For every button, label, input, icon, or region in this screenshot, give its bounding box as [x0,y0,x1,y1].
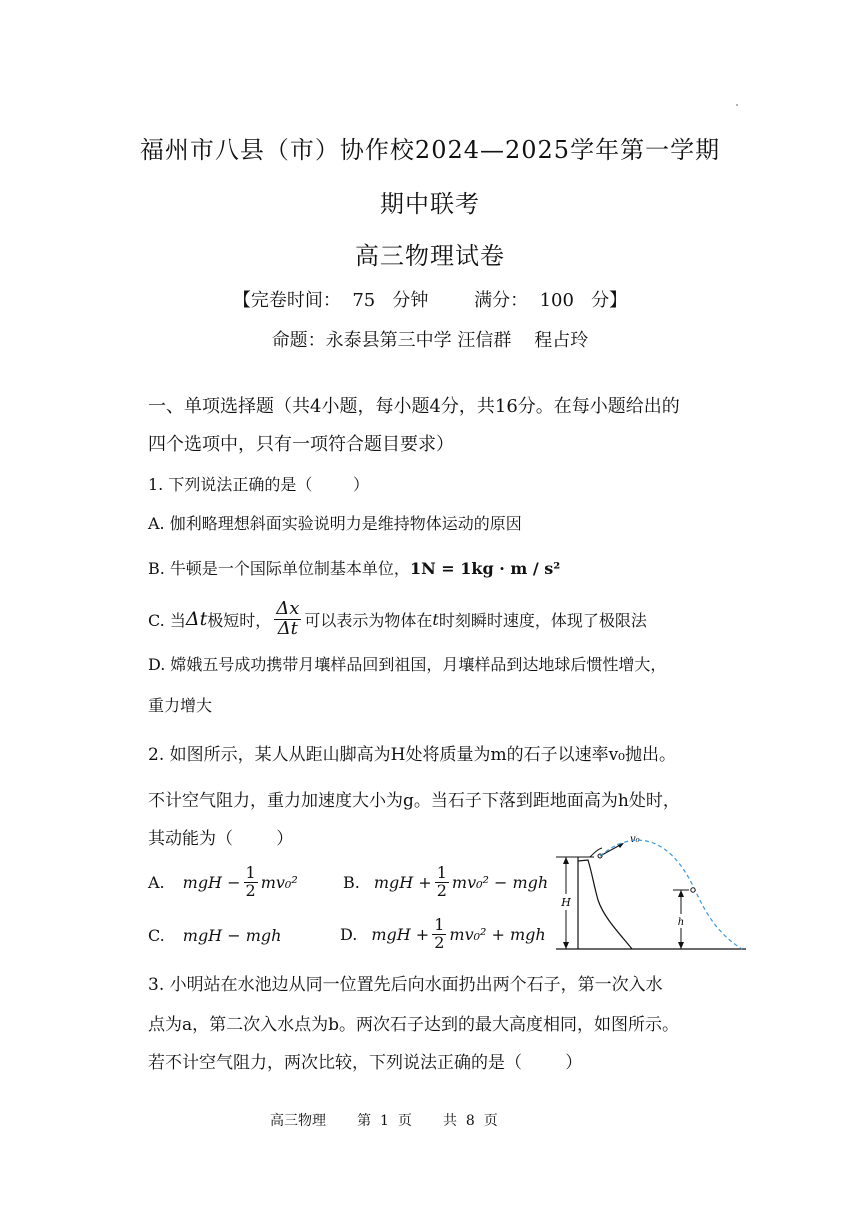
q1-option-c [148,596,647,642]
stone-at-h [691,888,695,892]
q2-option-c-label: C. [148,925,165,945]
q1-option-d-line-1: D. 嫦娥五号成功携带月壤样品回到祖国，月壤样品到达地球后惯性增大， [148,655,667,674]
q1-option-b-text: B. 牛顿是一个国际单位制基本单位， [148,559,410,578]
q1-stem: 1. 下列说法正确的是（ ） [148,475,370,494]
q1-option-c-suffix: 可以表示为物体在 [304,610,433,630]
q1-option-c-fraction-numerator: Δx [276,597,300,619]
h-arrow-down [678,942,684,949]
q1-option-c-delta-t: Δt [185,608,208,630]
trajectory [600,840,742,949]
q1-option-c-end: 时刻瞬时速度，体现了极限法 [438,610,647,630]
stray-dot [736,104,738,106]
title-line-3: 高三物理试卷 [355,242,505,270]
q2-option-d-fraction [432,914,446,952]
q2-line-2: 不计空气阻力，重力加速度大小为g。当石子下落到距地面高为h处时， [148,791,680,811]
q2-option-d-label: D. [340,924,358,944]
q1-option-b-formula: 1N = 1kg · m / s² [409,559,561,578]
q2-option-c-expr: mgH − mgh [182,925,282,945]
H-arrow-up [563,857,569,864]
q2-line-1: 2. 如图所示，某人从距山脚高为H处将质量为m的石子以速率v₀抛出。 [148,745,676,765]
q3-line-1: 3. 小明站在水池边从同一位置先后向水面扔出两个石子，第一次入水 [148,975,663,995]
q2-option-b-pre: mgH + [373,872,432,892]
mountain-slope [578,860,632,949]
page-footer: 高三物理 第 1 页 共 8 页 [270,1113,498,1129]
exam-meta: 【完卷时间： 75 分钟 满分： 100 分】 [232,290,628,311]
q1-option-c-fraction-denominator: Δt [277,617,298,639]
q2-option-c [148,922,281,948]
q1-option-c-prefix: C. 当 [148,610,186,630]
q1-option-b [148,556,560,579]
title-line-1: 福州市八县（市）协作校2024—2025学年第一学期 [139,136,721,164]
section-heading-line-1: 一、单项选择题（共4小题，每小题4分，共16分。在每小题给出的 [148,396,680,417]
fraction-denominator: 2 [245,880,256,900]
q1-option-a: A. 伽利略理想斜面实验说明力是维持物体运动的原因 [148,514,522,533]
h-label: h [677,917,685,928]
q2-option-d-pre: mgH + [371,924,430,944]
exam-authors: 命题：永泰县第三中学 汪信群 程占玲 [271,330,589,351]
fraction-numerator: 1 [245,862,256,882]
q2-line-3: 其动能为（ ） [148,829,294,849]
q1-option-c-mid: 极短时， [207,610,272,630]
q2-option-b [343,858,548,906]
H-arrow-down [563,942,569,949]
q2-option-a [148,858,298,906]
q2-option-d-post: mv₀² + mgh [449,924,546,944]
q2-option-d [340,910,546,958]
v0-label: v₀ [630,834,640,845]
H-label: H [561,896,571,909]
q3-line-3: 若不计空气阻力，两次比较，下列说法正确的是（ ） [148,1053,583,1073]
q2-option-a-label: A. [148,872,165,892]
q2-option-b-post: mv₀² − mgh [451,872,549,892]
fraction-denominator: 2 [434,932,445,952]
q1-option-d-line-2: 重力增大 [148,696,213,715]
q2-option-a-pre: mgH − [182,872,241,892]
q2-option-b-fraction [435,862,449,900]
q1-option-c-fraction [274,597,301,639]
fraction-denominator: 2 [436,880,447,900]
section-heading-line-2: 四个选项中，只有一项符合题目要求） [148,434,454,455]
q2-option-a-post: mv₀² [260,872,298,892]
title-line-2: 期中联考 [380,190,480,218]
q2-figure [556,828,750,954]
h-arrow-up [678,890,684,897]
q1-option-c-t: t [432,609,439,629]
q2-option-a-fraction [244,862,258,900]
q3-line-2: 点为a，第二次入水点为b。两次石子达到的最大高度相同，如图所示。 [148,1015,680,1035]
fraction-numerator: 1 [434,914,445,934]
q2-option-b-label: B. [343,872,360,892]
fraction-numerator: 1 [436,862,447,882]
